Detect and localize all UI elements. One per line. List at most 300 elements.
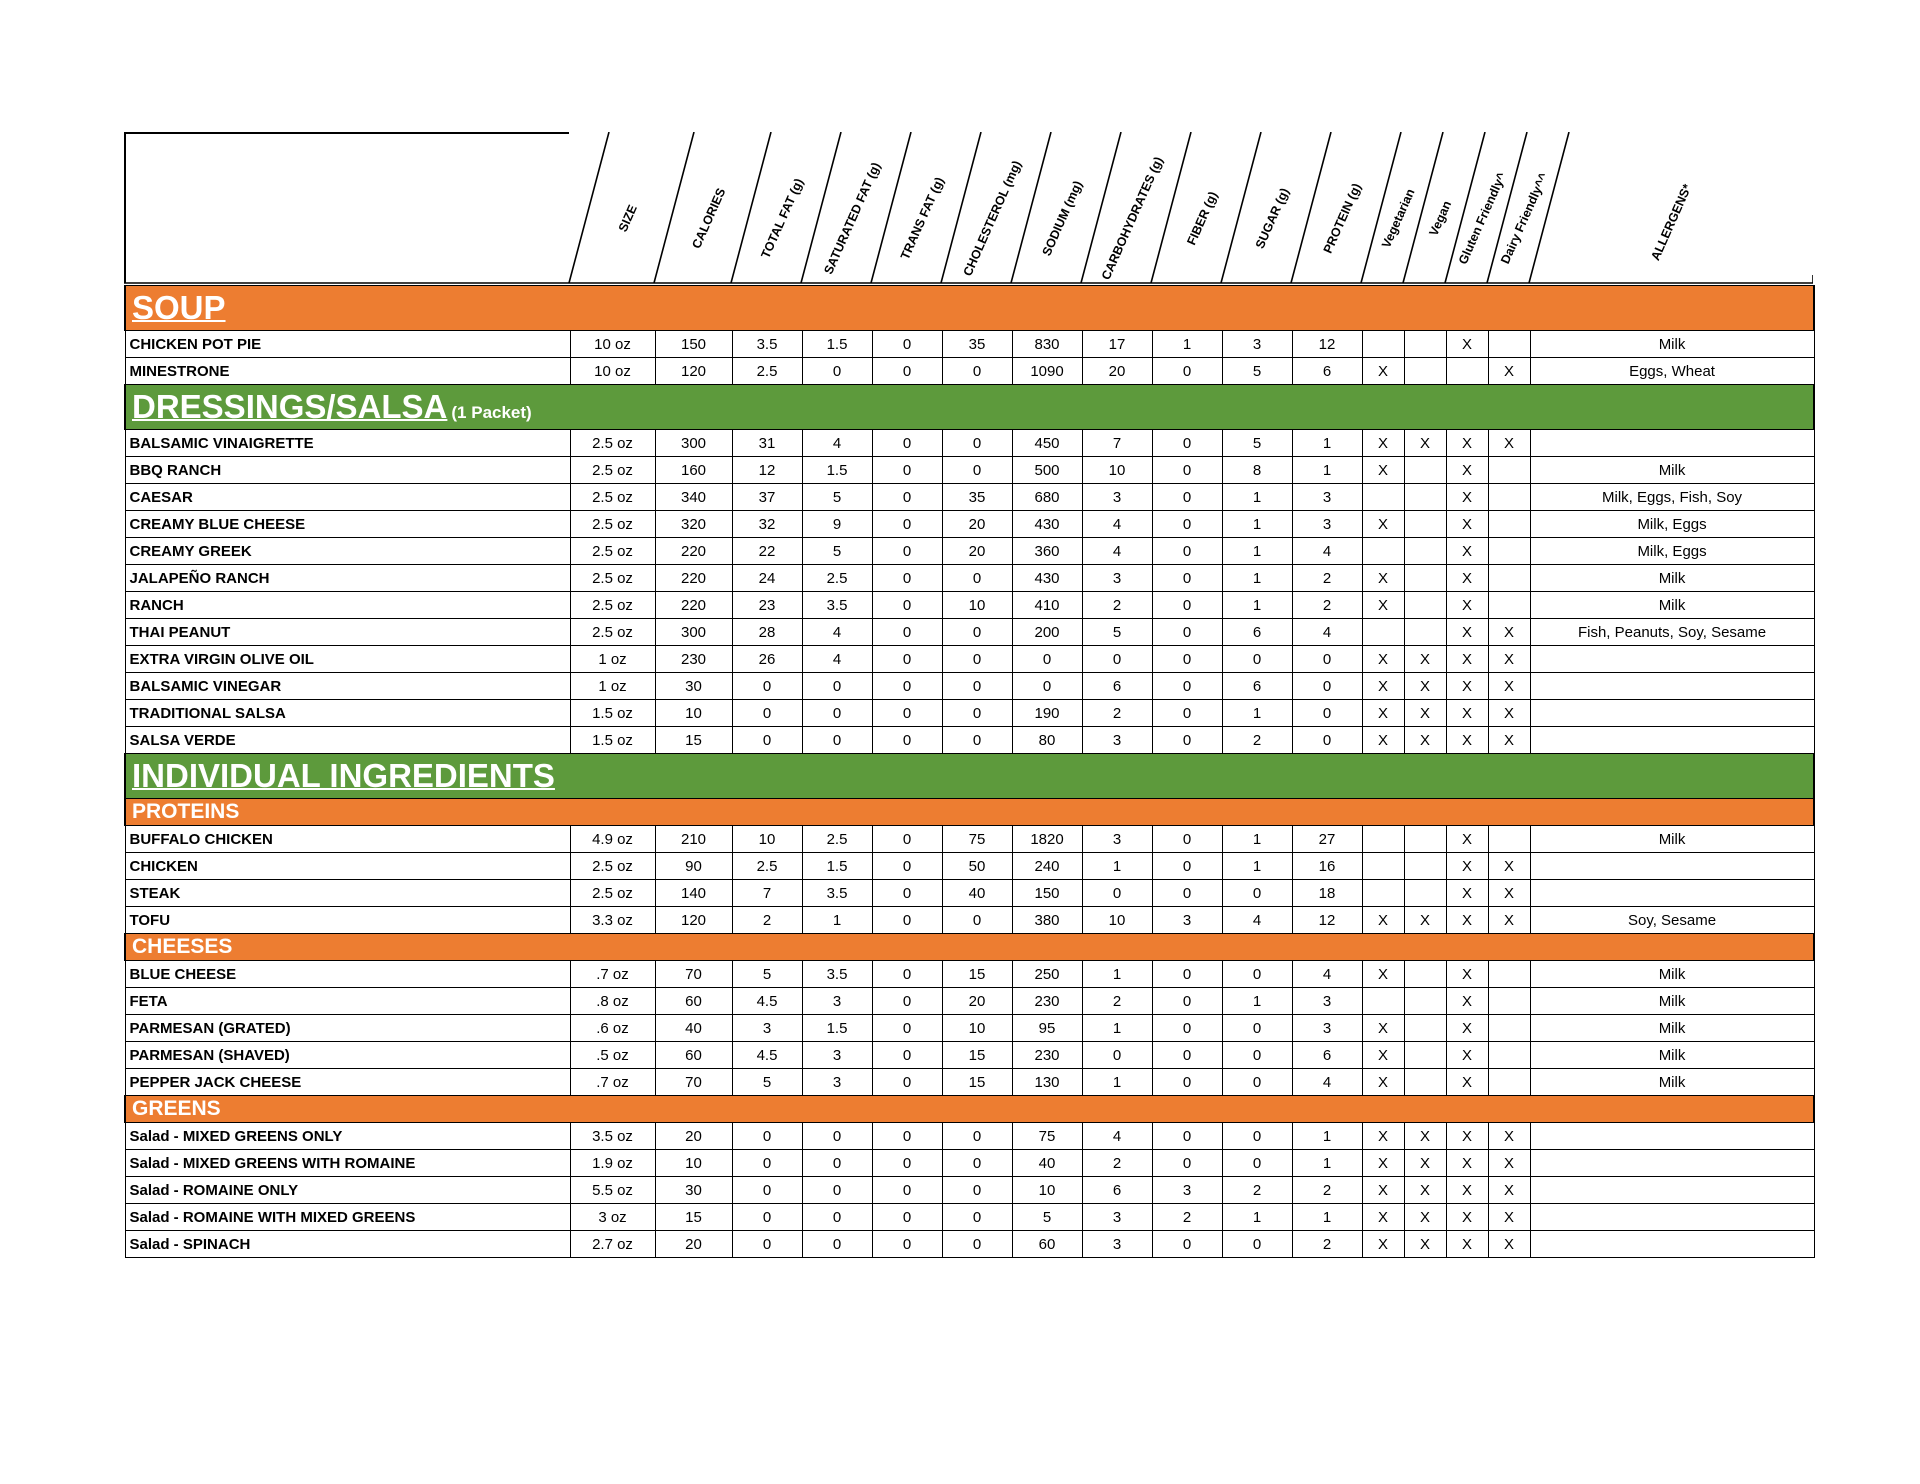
column-label: SODIUM (mg) (1039, 178, 1086, 259)
item-name: CREAMY GREEK (125, 538, 570, 565)
value-cell: X (1404, 1231, 1446, 1258)
value-cell: 3 (1292, 484, 1362, 511)
value-cell: 0 (802, 727, 872, 754)
value-cell: X (1362, 457, 1404, 484)
column-label: TOTAL FAT (g) (758, 176, 807, 261)
value-cell: 1 (1222, 826, 1292, 853)
value-cell: 0 (942, 700, 1012, 727)
value-cell: 2.7 oz (570, 1231, 655, 1258)
value-cell: 0 (872, 1150, 942, 1177)
value-cell: X (1446, 1042, 1488, 1069)
value-cell: 0 (1152, 430, 1222, 457)
value-cell: 0 (872, 826, 942, 853)
value-cell: 0 (1152, 538, 1222, 565)
section-title: GREENS (132, 1097, 221, 1120)
value-cell: 3.5 (802, 592, 872, 619)
value-cell: 1 (1222, 700, 1292, 727)
value-cell: 130 (1012, 1069, 1082, 1096)
value-cell: 2 (1082, 592, 1152, 619)
table-row (125, 1042, 1814, 1069)
value-cell: 4 (1082, 511, 1152, 538)
item-name: PEPPER JACK CHEESE (125, 1069, 570, 1096)
value-cell: X (1404, 1177, 1446, 1204)
value-cell (1404, 331, 1446, 358)
value-cell: X (1488, 853, 1530, 880)
value-cell: 30 (655, 673, 732, 700)
value-cell: 0 (942, 457, 1012, 484)
value-cell: 2 (1082, 700, 1152, 727)
value-cell: 4 (802, 619, 872, 646)
value-cell: 3 (1082, 1231, 1152, 1258)
value-cell (1488, 988, 1530, 1015)
allergens-cell (1530, 1204, 1814, 1231)
value-cell: X (1362, 961, 1404, 988)
value-cell: 0 (1292, 727, 1362, 754)
value-cell: 0 (872, 430, 942, 457)
value-cell: 3 (1222, 331, 1292, 358)
item-name: CREAMY BLUE CHEESE (125, 511, 570, 538)
value-cell: X (1446, 988, 1488, 1015)
value-cell: 0 (1152, 457, 1222, 484)
column-label: Dairy Friendly^^ (1498, 170, 1551, 266)
value-cell: 50 (942, 853, 1012, 880)
table-row (125, 1150, 1814, 1177)
value-cell: 0 (1152, 565, 1222, 592)
value-cell: X (1362, 1123, 1404, 1150)
value-cell: 7 (1082, 430, 1152, 457)
value-cell: 3 (802, 1069, 872, 1096)
section-header (125, 934, 1814, 961)
value-cell (1362, 853, 1404, 880)
value-cell: 20 (655, 1231, 732, 1258)
value-cell (1488, 565, 1530, 592)
value-cell (1488, 457, 1530, 484)
value-cell: 3 (1082, 484, 1152, 511)
value-cell: 0 (872, 646, 942, 673)
value-cell: 1 (1292, 1123, 1362, 1150)
value-cell: X (1446, 538, 1488, 565)
value-cell: 0 (942, 619, 1012, 646)
allergens-cell (1530, 430, 1814, 457)
value-cell: 4 (1292, 538, 1362, 565)
value-cell (1404, 484, 1446, 511)
value-cell: X (1446, 853, 1488, 880)
value-cell: 0 (872, 1069, 942, 1096)
value-cell: 0 (1152, 1015, 1222, 1042)
table-row (125, 511, 1814, 538)
value-cell: 0 (872, 511, 942, 538)
section-header (125, 799, 1814, 826)
value-cell: 3 (1292, 988, 1362, 1015)
value-cell (1404, 358, 1446, 385)
value-cell: 0 (872, 961, 942, 988)
section-header (125, 754, 1814, 799)
value-cell: 5 (1222, 358, 1292, 385)
value-cell: 0 (872, 1231, 942, 1258)
value-cell (1404, 853, 1446, 880)
value-cell: 90 (655, 853, 732, 880)
value-cell: 3 (1152, 907, 1222, 934)
value-cell: 230 (1012, 1042, 1082, 1069)
section-band (125, 286, 1814, 331)
value-cell: 1.5 (802, 853, 872, 880)
value-cell: 0 (732, 1150, 802, 1177)
item-name: THAI PEANUT (125, 619, 570, 646)
value-cell: 5 (802, 538, 872, 565)
value-cell: 0 (1082, 1042, 1152, 1069)
value-cell: 2.5 oz (570, 511, 655, 538)
value-cell: .6 oz (570, 1015, 655, 1042)
value-cell: 3 (1082, 1204, 1152, 1231)
value-cell: 300 (655, 619, 732, 646)
value-cell: 1 (1222, 853, 1292, 880)
value-cell: 0 (802, 700, 872, 727)
value-cell: 5 (1082, 619, 1152, 646)
value-cell: X (1446, 1231, 1488, 1258)
value-cell: 0 (732, 673, 802, 700)
allergens-cell: Milk (1530, 457, 1814, 484)
value-cell: .5 oz (570, 1042, 655, 1069)
value-cell: 4 (1292, 961, 1362, 988)
value-cell: X (1446, 457, 1488, 484)
item-name: STEAK (125, 880, 570, 907)
column-header (124, 132, 1813, 285)
item-name: Salad - MIXED GREENS ONLY (125, 1123, 570, 1150)
value-cell: 95 (1012, 1015, 1082, 1042)
value-cell: 2.5 (732, 853, 802, 880)
value-cell: 2.5 (802, 826, 872, 853)
value-cell: 3.5 oz (570, 1123, 655, 1150)
value-cell: X (1446, 961, 1488, 988)
allergens-cell (1530, 727, 1814, 754)
value-cell: 0 (802, 358, 872, 385)
value-cell: X (1362, 430, 1404, 457)
value-cell: 4.5 (732, 988, 802, 1015)
value-cell: 3 (1292, 1015, 1362, 1042)
value-cell: 140 (655, 880, 732, 907)
value-cell: 220 (655, 565, 732, 592)
value-cell: 360 (1012, 538, 1082, 565)
column-label: FIBER (g) (1184, 189, 1221, 248)
value-cell: 0 (942, 727, 1012, 754)
value-cell: 0 (1152, 511, 1222, 538)
nutrition-table (124, 285, 1815, 1258)
value-cell: 4.5 (732, 1042, 802, 1069)
value-cell: 0 (1222, 1069, 1292, 1096)
value-cell (1362, 331, 1404, 358)
table-row (125, 1231, 1814, 1258)
value-cell: 0 (942, 358, 1012, 385)
value-cell (1404, 619, 1446, 646)
value-cell: 1.9 oz (570, 1150, 655, 1177)
value-cell: 0 (1152, 1150, 1222, 1177)
value-cell: 40 (655, 1015, 732, 1042)
value-cell: 32 (732, 511, 802, 538)
value-cell: 75 (1012, 1123, 1082, 1150)
value-cell: 23 (732, 592, 802, 619)
value-cell: 0 (872, 1015, 942, 1042)
value-cell: 380 (1012, 907, 1082, 934)
value-cell: 2.5 oz (570, 880, 655, 907)
value-cell: 7 (732, 880, 802, 907)
allergens-cell: Milk, Eggs (1530, 511, 1814, 538)
value-cell: 1.5 oz (570, 727, 655, 754)
value-cell: 300 (655, 430, 732, 457)
item-name: CHICKEN POT PIE (125, 331, 570, 358)
item-name: JALAPEÑO RANCH (125, 565, 570, 592)
section-title: DRESSINGS/SALSA (132, 388, 448, 425)
value-cell: 0 (1152, 1231, 1222, 1258)
value-cell (1362, 880, 1404, 907)
value-cell (1404, 1015, 1446, 1042)
value-cell: X (1404, 700, 1446, 727)
table-row (125, 673, 1814, 700)
value-cell: X (1404, 646, 1446, 673)
item-name: RANCH (125, 592, 570, 619)
allergens-cell: Milk (1530, 826, 1814, 853)
value-cell: 0 (942, 673, 1012, 700)
value-cell: 2 (1292, 592, 1362, 619)
value-cell: 2.5 (802, 565, 872, 592)
value-cell: 450 (1012, 430, 1082, 457)
value-cell: 5 (1222, 430, 1292, 457)
value-cell: 3.5 (802, 880, 872, 907)
table-row (125, 961, 1814, 988)
header-divider (871, 132, 911, 283)
item-name: TRADITIONAL SALSA (125, 700, 570, 727)
value-cell: X (1446, 1123, 1488, 1150)
value-cell: 830 (1012, 331, 1082, 358)
value-cell: 1 oz (570, 673, 655, 700)
value-cell: 4 (1292, 619, 1362, 646)
value-cell: 240 (1012, 853, 1082, 880)
value-cell (1404, 511, 1446, 538)
allergens-cell: Milk (1530, 565, 1814, 592)
column-label: Gluten Friendly^ (1455, 170, 1509, 267)
value-cell: 0 (872, 484, 942, 511)
value-cell (1404, 1042, 1446, 1069)
value-cell: 3 (1082, 727, 1152, 754)
value-cell: X (1446, 880, 1488, 907)
value-cell: 0 (942, 565, 1012, 592)
value-cell: X (1488, 646, 1530, 673)
section-band (125, 385, 1814, 430)
value-cell: 17 (1082, 331, 1152, 358)
value-cell: 3 (1082, 826, 1152, 853)
value-cell: 1 (1222, 988, 1292, 1015)
value-cell: 0 (942, 430, 1012, 457)
item-name: Salad - SPINACH (125, 1231, 570, 1258)
value-cell: 20 (1082, 358, 1152, 385)
value-cell: X (1362, 1069, 1404, 1096)
value-cell: X (1362, 727, 1404, 754)
value-cell: 250 (1012, 961, 1082, 988)
value-cell: 4 (1082, 1123, 1152, 1150)
value-cell: 3.3 oz (570, 907, 655, 934)
value-cell: 3 (1082, 565, 1152, 592)
value-cell: 3 (732, 1015, 802, 1042)
value-cell: X (1488, 619, 1530, 646)
value-cell: X (1362, 673, 1404, 700)
value-cell (1488, 1015, 1530, 1042)
table-row (125, 646, 1814, 673)
value-cell: 0 (1152, 1069, 1222, 1096)
value-cell: X (1446, 619, 1488, 646)
value-cell: 24 (732, 565, 802, 592)
value-cell: 20 (942, 988, 1012, 1015)
value-cell: X (1404, 727, 1446, 754)
value-cell: 0 (802, 1123, 872, 1150)
value-cell: 120 (655, 907, 732, 934)
value-cell: 6 (1082, 1177, 1152, 1204)
value-cell: 2 (1292, 1231, 1362, 1258)
value-cell: 0 (872, 358, 942, 385)
table-row (125, 1204, 1814, 1231)
value-cell: 70 (655, 1069, 732, 1096)
value-cell: 340 (655, 484, 732, 511)
value-cell: 5.5 oz (570, 1177, 655, 1204)
value-cell: 0 (802, 673, 872, 700)
item-name: EXTRA VIRGIN OLIVE OIL (125, 646, 570, 673)
item-name: BALSAMIC VINEGAR (125, 673, 570, 700)
value-cell: .7 oz (570, 1069, 655, 1096)
value-cell: 37 (732, 484, 802, 511)
value-cell: X (1488, 430, 1530, 457)
value-cell: X (1362, 1150, 1404, 1177)
value-cell: X (1488, 880, 1530, 907)
item-name: CAESAR (125, 484, 570, 511)
column-label: CALORIES (689, 186, 729, 251)
value-cell: 0 (1222, 1015, 1292, 1042)
value-cell: 0 (872, 592, 942, 619)
value-cell: X (1404, 430, 1446, 457)
value-cell: .7 oz (570, 961, 655, 988)
header-diagonal-labels (124, 132, 1813, 285)
value-cell: 120 (655, 358, 732, 385)
value-cell: 60 (655, 1042, 732, 1069)
value-cell: 8 (1222, 457, 1292, 484)
value-cell: 15 (655, 727, 732, 754)
value-cell: X (1404, 673, 1446, 700)
value-cell: 5 (1012, 1204, 1082, 1231)
value-cell: 4 (1222, 907, 1292, 934)
value-cell: 0 (1292, 673, 1362, 700)
value-cell: 3 (1152, 1177, 1222, 1204)
value-cell (1488, 1042, 1530, 1069)
value-cell (1362, 988, 1404, 1015)
value-cell (1488, 511, 1530, 538)
value-cell: 10 (1082, 457, 1152, 484)
value-cell: 31 (732, 430, 802, 457)
value-cell (1362, 619, 1404, 646)
value-cell: X (1488, 700, 1530, 727)
value-cell: .8 oz (570, 988, 655, 1015)
value-cell: 6 (1222, 673, 1292, 700)
value-cell (1362, 484, 1404, 511)
item-name: PARMESAN (SHAVED) (125, 1042, 570, 1069)
value-cell: X (1362, 1177, 1404, 1204)
value-cell (1404, 826, 1446, 853)
header-divider (569, 132, 609, 283)
column-label: PROTEIN (g) (1320, 181, 1364, 256)
value-cell: 210 (655, 826, 732, 853)
allergens-cell: Milk (1530, 961, 1814, 988)
value-cell: 2 (1292, 565, 1362, 592)
value-cell: 0 (732, 727, 802, 754)
value-cell: 0 (872, 457, 942, 484)
value-cell: 0 (872, 1123, 942, 1150)
value-cell: 1 oz (570, 646, 655, 673)
value-cell (1488, 961, 1530, 988)
value-cell: 3 (802, 988, 872, 1015)
table-row (125, 538, 1814, 565)
value-cell: 0 (1222, 961, 1292, 988)
value-cell: 230 (655, 646, 732, 673)
value-cell: 5 (802, 484, 872, 511)
value-cell: 1.5 (802, 457, 872, 484)
value-cell: 10 (942, 1015, 1012, 1042)
value-cell: 0 (1082, 880, 1152, 907)
value-cell: 4 (802, 430, 872, 457)
value-cell (1404, 565, 1446, 592)
value-cell: 10 (732, 826, 802, 853)
value-cell: X (1488, 1204, 1530, 1231)
value-cell: 0 (942, 1177, 1012, 1204)
value-cell: 0 (1152, 961, 1222, 988)
value-cell: 0 (1012, 646, 1082, 673)
value-cell: 2 (732, 907, 802, 934)
value-cell: X (1446, 592, 1488, 619)
value-cell: 20 (655, 1123, 732, 1150)
value-cell: 30 (655, 1177, 732, 1204)
section-title: CHEESES (132, 935, 233, 958)
value-cell: 2 (1152, 1204, 1222, 1231)
value-cell: X (1404, 1204, 1446, 1231)
value-cell: 0 (1152, 673, 1222, 700)
allergens-cell: Fish, Peanuts, Soy, Sesame (1530, 619, 1814, 646)
header-divider (731, 132, 771, 283)
value-cell: 430 (1012, 565, 1082, 592)
value-cell: 12 (1292, 907, 1362, 934)
value-cell: 6 (1292, 358, 1362, 385)
value-cell: 20 (942, 538, 1012, 565)
value-cell: X (1362, 1015, 1404, 1042)
value-cell: X (1362, 646, 1404, 673)
value-cell: 0 (942, 646, 1012, 673)
value-cell: 60 (655, 988, 732, 1015)
value-cell: X (1362, 907, 1404, 934)
value-cell (1404, 1069, 1446, 1096)
value-cell: X (1488, 727, 1530, 754)
value-cell: 10 oz (570, 358, 655, 385)
value-cell (1488, 484, 1530, 511)
column-label: CARBOHYDRATES (g) (1098, 154, 1166, 283)
value-cell: 200 (1012, 619, 1082, 646)
value-cell: 75 (942, 826, 1012, 853)
nutrition-sheet (124, 132, 1813, 1258)
value-cell: 0 (872, 1042, 942, 1069)
value-cell: 0 (1152, 358, 1222, 385)
value-cell: 2.5 oz (570, 565, 655, 592)
value-cell: 0 (942, 1123, 1012, 1150)
item-name: Salad - ROMAINE ONLY (125, 1177, 570, 1204)
value-cell: 0 (1222, 1123, 1292, 1150)
value-cell: 0 (802, 1204, 872, 1231)
value-cell: 1 (1222, 1204, 1292, 1231)
value-cell: 3.5 (732, 331, 802, 358)
allergens-cell (1530, 1177, 1814, 1204)
value-cell: 40 (1012, 1150, 1082, 1177)
